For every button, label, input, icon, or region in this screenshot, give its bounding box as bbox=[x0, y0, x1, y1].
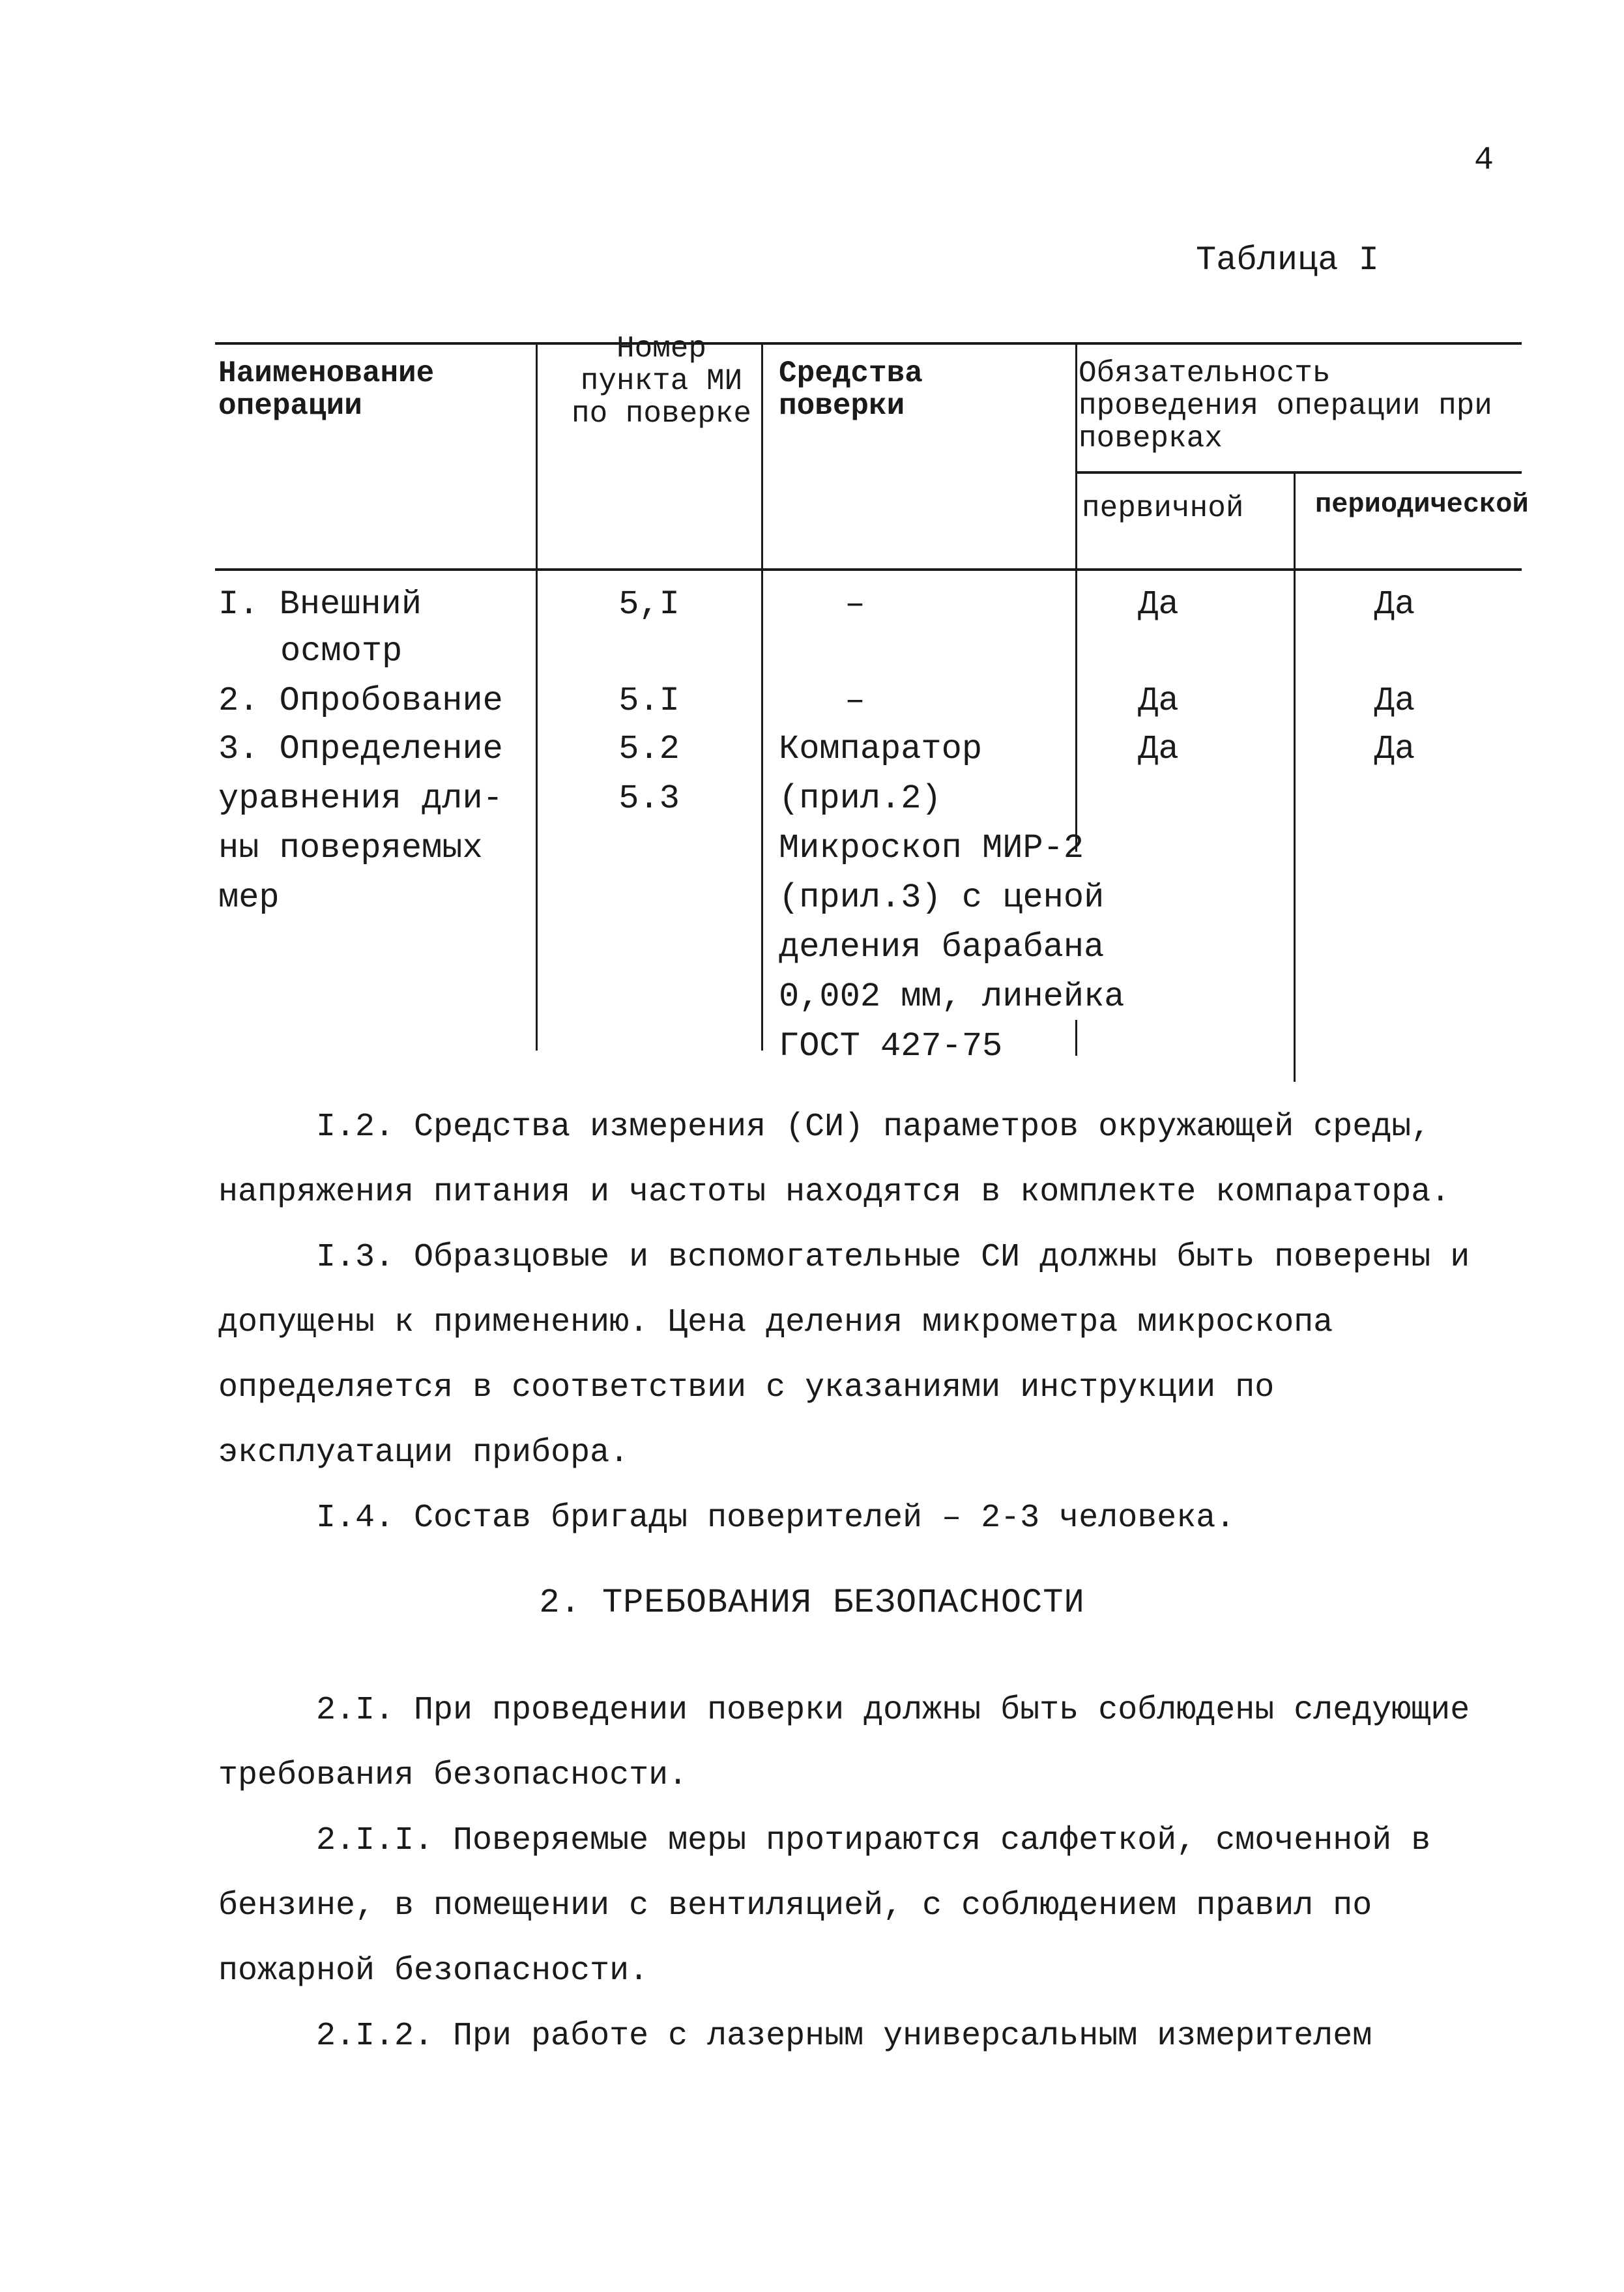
row3-item-line1: 5.2 bbox=[618, 730, 680, 768]
row3-means-line3: Микроскоп МИР-2 bbox=[779, 829, 1084, 867]
row1-primary: Да bbox=[1138, 585, 1179, 624]
row3-means-line7: ГОСТ 427-75 bbox=[779, 1027, 1003, 1066]
table-header-bottom-rule bbox=[215, 568, 1522, 571]
header-item-number: Номер пункта МИ по поверке bbox=[571, 332, 752, 431]
paragraph-2-1-2: 2.I.2. При работе с лазерным универсальным измерителем bbox=[316, 2018, 1372, 2055]
table-col-divider-3 bbox=[1075, 343, 1077, 852]
section-heading-safety: 2. ТРЕБОВАНИЯ БЕЗОПАСНОСТИ bbox=[539, 1584, 1085, 1622]
header-primary: первичной bbox=[1082, 491, 1244, 525]
row1-item: 5,I bbox=[618, 585, 680, 624]
row1-means: – bbox=[845, 585, 865, 624]
table-subheader-rule bbox=[1075, 471, 1522, 474]
row2-primary: Да bbox=[1138, 682, 1179, 720]
page-number: 4 bbox=[1474, 142, 1494, 179]
paragraph-2-1: 2.I. При проведении поверки должны быть соблюдены следующие требования безопасности. bbox=[218, 1692, 1470, 1794]
row1-operation-line2: осмотр bbox=[280, 632, 403, 671]
row3-operation-line3: ны поверяемых bbox=[218, 829, 483, 867]
header-means: Средства поверки bbox=[779, 356, 923, 423]
row3-means-line6: 0,002 мм, линейка bbox=[779, 978, 1125, 1016]
header-obligation: Обязательность проведения операции при поверках bbox=[1079, 356, 1492, 456]
table-col-divider-3b bbox=[1075, 1020, 1077, 1056]
table-caption: Таблица I bbox=[1196, 241, 1379, 280]
paragraph-2-1-1: 2.I.I. Поверяемые меры протираются салфеткой, смоченной в бензине, в помещении с вентиляцией, с соблюдением правил по пожарной безопасности. bbox=[218, 1822, 1431, 1990]
table-col-divider-1 bbox=[536, 343, 538, 1051]
row3-means-line1: Компаратор bbox=[779, 730, 983, 768]
row3-means-line4: (прил.3) с ценой bbox=[779, 878, 1105, 917]
row3-operation-line4: мер bbox=[218, 878, 280, 917]
row2-operation-line1: 2. Опробование bbox=[218, 682, 503, 720]
paragraph-1-2: I.2. Средства измерения (СИ) параметров окружающей среды, напряжения питания и частоты находятся в комплекте компаратора. bbox=[218, 1109, 1451, 1211]
row3-item-line2: 5.3 bbox=[618, 779, 680, 818]
row2-item: 5.I bbox=[618, 682, 680, 720]
row2-periodic: Да bbox=[1374, 682, 1415, 720]
table-top-rule bbox=[215, 342, 1522, 345]
header-operation: Наименование операции bbox=[218, 356, 435, 423]
paragraph-1-3: I.3. Образцовые и вспомогательные СИ должны быть поверены и допущены к применению. Цена деления микрометра микроскопа определяется в соответствии с указаниями инструкции по эксплуатации прибора. bbox=[218, 1239, 1470, 1472]
row3-means-line5: деления барабана bbox=[779, 928, 1105, 966]
table-col-divider-2 bbox=[761, 343, 763, 1051]
row3-primary: Да bbox=[1138, 730, 1179, 768]
row3-operation-line2: уравнения дли- bbox=[218, 779, 503, 818]
row1-operation-line1: I. Внешний bbox=[218, 585, 422, 624]
row2-means: – bbox=[845, 682, 865, 720]
table-col-divider-4 bbox=[1294, 472, 1296, 1082]
row1-periodic: Да bbox=[1374, 585, 1415, 624]
row3-means-line2: (прил.2) bbox=[779, 779, 942, 818]
row3-periodic: Да bbox=[1374, 730, 1415, 768]
header-periodic: периодической bbox=[1315, 489, 1529, 520]
paragraph-1-4: I.4. Состав бригады поверителей – 2-3 человека. bbox=[316, 1500, 1236, 1537]
row3-operation-line1: 3. Определение bbox=[218, 730, 503, 768]
